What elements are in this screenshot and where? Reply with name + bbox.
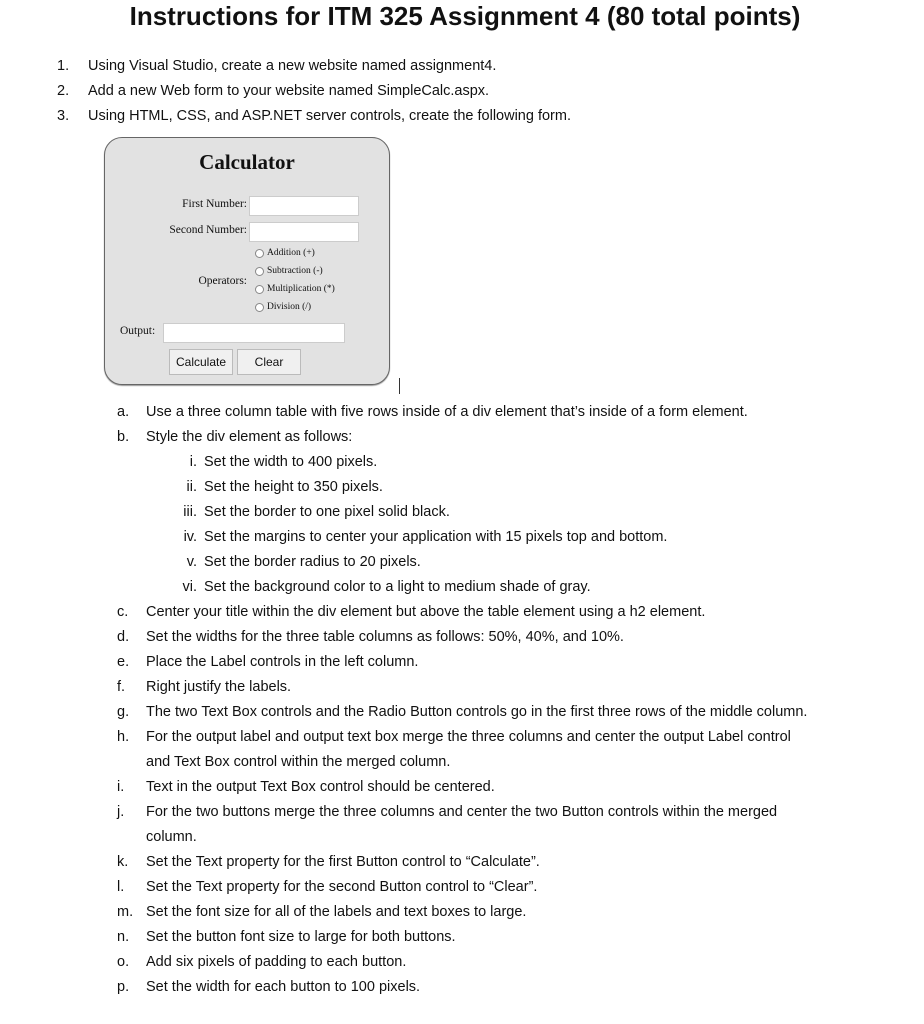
calculator-form-image — [104, 137, 390, 385]
radio-label: Subtraction (-) — [267, 266, 323, 276]
list-item-text: Set the border radius to 20 pixels. — [204, 554, 421, 570]
list-item-text: Add six pixels of padding to each button. — [146, 954, 407, 970]
list-number: h. — [117, 729, 130, 745]
list-number: e. — [117, 654, 130, 670]
list-item-text: The two Text Box controls and the Radio Button controls go in the first three rows of the middle column. — [146, 704, 808, 720]
list-number: b. — [117, 429, 130, 445]
list-item-text: Set the background color to a light to medium shade of gray. — [204, 579, 591, 595]
radio-label: Division (/) — [267, 302, 312, 312]
list-number: i. — [117, 779, 125, 795]
page-title: Instructions for ITM 325 Assignment 4 (80 total points) — [129, 1, 801, 31]
radio-label: Addition (+) — [267, 248, 315, 258]
list-item-text: Set the width to 400 pixels. — [204, 454, 378, 470]
calculator-title: Calculator — [199, 150, 295, 174]
list-item-text: Right justify the labels. — [146, 679, 292, 695]
list-number: 3. — [57, 108, 70, 124]
radio-subtraction — [255, 266, 323, 276]
list-number: l. — [117, 879, 125, 895]
text-cursor — [399, 378, 400, 394]
list-item-text: For the output label and output text box merge the three columns and center the output Label control — [146, 729, 791, 745]
second-number-input — [249, 222, 359, 242]
list-item-text: Set the Text property for the first Button control to “Calculate”. — [146, 854, 540, 870]
list-number: a. — [117, 404, 130, 420]
list-item-text: For the two buttons merge the three columns and center the two Button controls within the merged — [146, 804, 778, 820]
list-item-text: Place the Label controls in the left column. — [146, 654, 419, 670]
list-number: o. — [117, 954, 130, 970]
clear-button: Clear — [237, 349, 301, 375]
calculate-button: Calculate — [169, 349, 233, 375]
list-number: k. — [117, 854, 129, 870]
first-number-label: First Number: — [182, 198, 247, 210]
list-item-text: Text in the output Text Box control should be centered. — [146, 779, 495, 795]
list-item-text: Set the border to one pixel solid black. — [204, 504, 450, 520]
list-number: vi. — [182, 579, 197, 595]
list-item-text: Set the font size for all of the labels and text boxes to large. — [146, 904, 527, 920]
list-item-text: Use a three column table with five rows inside of a div element that’s inside of a form element. — [146, 404, 748, 420]
list-item-text: Using HTML, CSS, and ASP.NET server controls, create the following form. — [88, 108, 571, 124]
list-number: n. — [117, 929, 130, 945]
list-item-text-continued: and Text Box control within the merged column. — [146, 754, 451, 770]
list-number: i. — [189, 454, 197, 470]
radio-label: Multiplication (*) — [267, 284, 335, 294]
second-number-label: Second Number: — [169, 224, 247, 236]
output-input — [163, 323, 345, 343]
list-item-text: Set the height to 350 pixels. — [204, 479, 383, 495]
list-number: iv. — [183, 529, 197, 545]
list-number: m. — [117, 904, 134, 920]
list-number: p. — [117, 979, 130, 995]
list-item-text: Center your title within the div element but above the table element using a h2 element. — [146, 604, 706, 620]
list-item-text: Set the width for each button to 100 pixels. — [146, 979, 421, 995]
list-number: 1. — [57, 58, 70, 74]
output-label: Output: — [120, 325, 156, 337]
list-item-text: Set the button font size to large for both buttons. — [146, 929, 456, 945]
list-number: ii. — [186, 479, 197, 495]
list-item-text: Style the div element as follows: — [146, 429, 353, 445]
radio-division — [255, 302, 311, 312]
list-number: 2. — [57, 83, 70, 99]
radio-circle-icon — [255, 249, 264, 258]
list-item-text: Set the Text property for the second Button control to “Clear”. — [146, 879, 538, 895]
list-item-text: Add a new Web form to your website named SimpleCalc.aspx. — [88, 83, 490, 99]
radio-circle-icon — [255, 303, 264, 312]
first-number-input — [249, 196, 359, 216]
list-number: g. — [117, 704, 130, 720]
list-number: c. — [117, 604, 129, 620]
radio-multiplication — [255, 284, 335, 294]
list-number: iii. — [183, 504, 197, 520]
list-number: f. — [117, 679, 126, 695]
list-item-text: Set the widths for the three table columns as follows: 50%, 40%, and 10%. — [146, 629, 624, 645]
list-item-text: Set the margins to center your application with 15 pixels top and bottom. — [204, 529, 668, 545]
radio-circle-icon — [255, 267, 264, 276]
list-number: j. — [117, 804, 125, 820]
radio-circle-icon — [255, 285, 264, 294]
list-item-text: Using Visual Studio, create a new website named assignment4. — [88, 58, 497, 74]
list-number: v. — [186, 554, 197, 570]
radio-addition — [255, 248, 315, 258]
list-item-text-continued: column. — [146, 829, 197, 845]
operators-label: Operators: — [198, 275, 247, 287]
list-number: d. — [117, 629, 130, 645]
